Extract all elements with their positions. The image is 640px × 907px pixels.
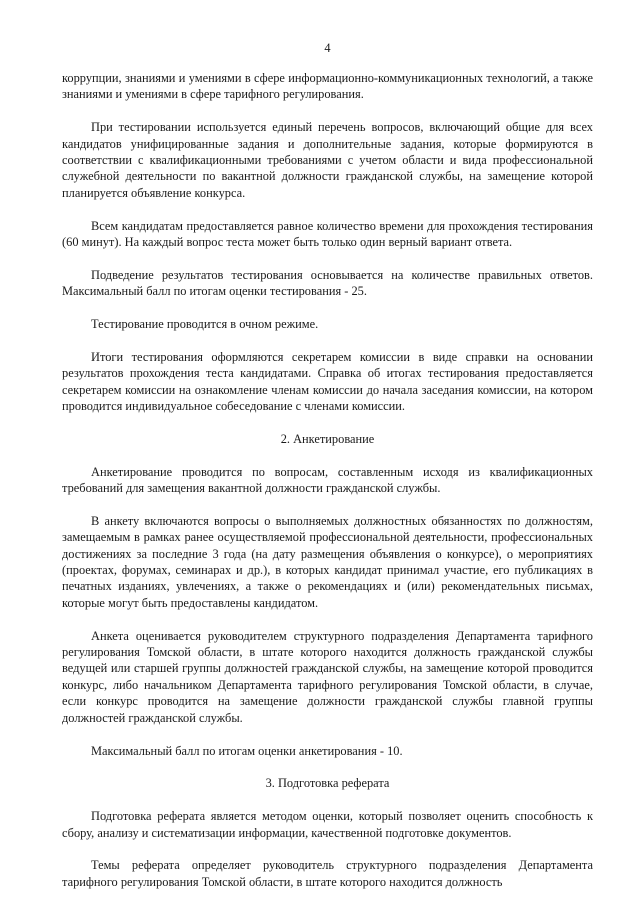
paragraph-testing-time: Всем кандидатам предоставляется равное количество времени для прохождения тестирования (60 минут). На каждый вопрос теста может быть только один верный вариант ответа. <box>62 218 593 250</box>
section-heading-questionnaire: 2. Анкетирование <box>280 431 375 446</box>
paragraph-questionnaire-max-score: Максимальный балл по итогам оценки анкетирования - 10. <box>91 743 403 758</box>
paragraph-questionnaire-content: В анкету включаются вопросы о выполняемых должностных обязанностях по должностям, замещаемым в рамках ранее осуществляемой профессиональной деятельности, профессиональных достижениях за последние 3 года (на дату размещения объявления о конкурсе), о мероприятиях (проектах, форумах, семинарах и др.), в которых кандидат принимал участие, его публикациях в печатных изданиях, увлечениях, а также о рекомендациях и (или) рекомендательных письмах, которые могут быть предоставлены кандидатом. <box>62 513 593 610</box>
paragraph-essay-topics: Темы реферата определяет руководитель структурного подразделения Департамента тарифного регулирования Томской области, в штате которого находится должность <box>62 858 593 889</box>
paragraph-testing-summary: Итоги тестирования оформляются секретарем комиссии в виде справки на основании результатов прохождения теста кандидатами. Справка об итогах тестирования предоставляется секретарем комиссии на ознакомление членам комиссии до начала заседания комиссии, на котором проводится индивидуальное собеседование с членами комиссии. <box>62 349 593 414</box>
page-number: 4 <box>324 41 331 55</box>
paragraph-testing-questions: При тестировании используется единый перечень вопросов, включающий общие для всех кандидатов унифицированные задания и дополнительные задания, которые формируются в соответствии с квалификационными требованиями с учетом области и вида профессиональной служебной деятельности по вакантной должности гражданской службы, на замещение которой планируется объявление конкурса. <box>62 120 593 200</box>
paragraph-questionnaire-evaluation: Анкета оценивается руководителем структурного подразделения Департамента тарифного регулирования Томской области, в штате которого находится должность гражданской службы ведущей или старшей группы должностей гражданской службы, на замещение которой проводится конкурс, либо начальником Департамента тарифного регулирования Томской области, в случае, если конкурс проводится на замещение должности гражданской службы главной группы должностей гражданской службы. <box>62 628 593 725</box>
document-body <box>62 70 593 907</box>
paragraph-continuation: коррупции, знаниями и умениями в сфере информационно-коммуникационных технологий, а также знаниями и умениями в сфере тарифного регулирования. <box>62 71 593 102</box>
paragraph-questionnaire-basis: Анкетирование проводится по вопросам, составленным исходя из квалификационных требований для замещения вакантной должности гражданской службы. <box>62 464 593 496</box>
section-heading-essay: 3. Подготовка реферата <box>265 776 390 791</box>
paragraph-essay-method: Подготовка реферата является методом оценки, который позволяет оценить способность к сбору, анализу и систематизации информации, качественной подготовке документов. <box>62 809 593 840</box>
paragraph-testing-results: Подведение результатов тестирования основывается на количестве правильных ответов. Максимальный балл по итогам оценки тестирования - 25. <box>62 267 593 299</box>
paragraph-testing-mode: Тестирование проводится в очном режиме. <box>91 317 319 332</box>
